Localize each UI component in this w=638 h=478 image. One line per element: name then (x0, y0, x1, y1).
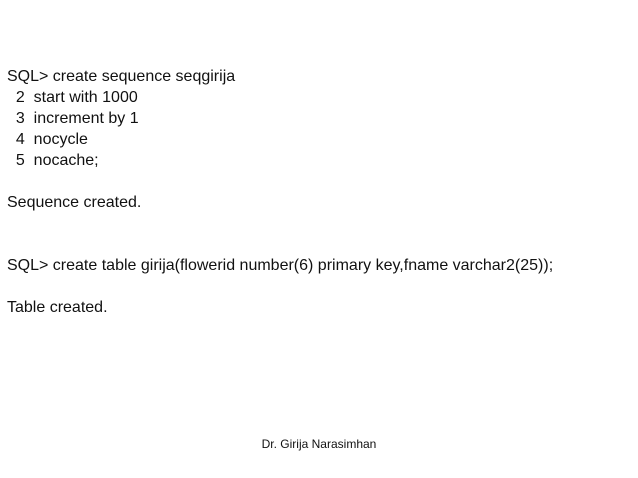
sql-line-nocycle: 4 nocycle (7, 131, 88, 148)
sql-command-create-table: SQL> create table girija(flowerid number(6) primary key,fname varchar2(25)); (7, 257, 554, 274)
blank-line (7, 276, 633, 297)
sql-line-start-with: 2 start with 1000 (7, 89, 138, 106)
sql-console-output (7, 66, 633, 318)
blank-line (7, 213, 633, 234)
sql-line-nocache: 5 nocache; (7, 152, 99, 169)
blank-line (7, 171, 633, 192)
sequence-created-message: Sequence created. (7, 194, 142, 211)
blank-line (7, 234, 633, 255)
sql-line-increment-by: 3 increment by 1 (7, 110, 139, 127)
author-footer: Dr. Girija Narasimhan (261, 437, 377, 451)
table-created-message: Table created. (7, 299, 108, 316)
sql-command-create-sequence: SQL> create sequence seqgirija (7, 68, 236, 85)
